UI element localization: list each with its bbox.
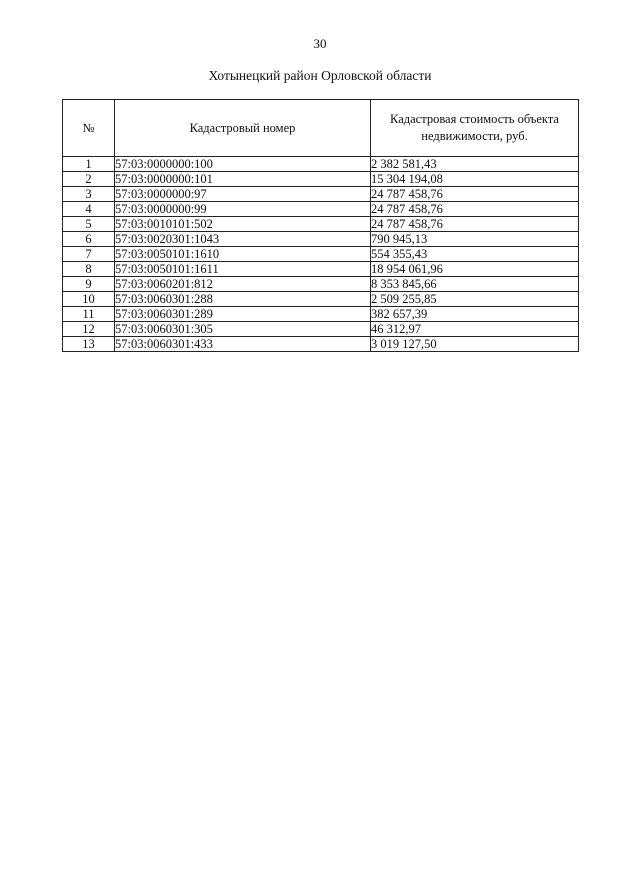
table-row [63,217,579,232]
header-number: № [63,100,115,157]
cadastral-number: 57:03:0060301:288 [115,292,371,307]
cadastral-value: 2 382 581,43 [371,157,579,172]
row-number: 13 [63,337,115,352]
cadastral-value: 382 657,39 [371,307,579,322]
row-number: 4 [63,202,115,217]
table-row [63,322,579,337]
row-number: 8 [63,262,115,277]
table-header-row [63,100,579,157]
cadastral-number: 57:03:0060201:812 [115,277,371,292]
cadastral-value: 8 353 845,66 [371,277,579,292]
cadastral-value: 24 787 458,76 [371,202,579,217]
table-row [63,307,579,322]
cadastral-value: 46 312,97 [371,322,579,337]
cadastral-number: 57:03:0000000:100 [115,157,371,172]
table-row [63,202,579,217]
cadastral-number: 57:03:0010101:502 [115,217,371,232]
cadastral-value: 18 954 061,96 [371,262,579,277]
cadastral-number: 57:03:0000000:99 [115,202,371,217]
cadastral-value-table [62,99,579,352]
row-number: 11 [63,307,115,322]
row-number: 12 [63,322,115,337]
cadastral-value: 24 787 458,76 [371,217,579,232]
cadastral-value: 2 509 255,85 [371,292,579,307]
row-number: 10 [63,292,115,307]
cadastral-number: 57:03:0000000:97 [115,187,371,202]
header-cadastral-number: Кадастровый номер [115,100,371,157]
table-row [63,292,579,307]
row-number: 6 [63,232,115,247]
cadastral-value: 15 304 194,08 [371,172,579,187]
cadastral-number: 57:03:0050101:1611 [115,262,371,277]
table-row [63,337,579,352]
row-number: 7 [63,247,115,262]
cadastral-number: 57:03:0020301:1043 [115,232,371,247]
document-title: Хотынецкий район Орловской области [208,68,432,83]
table-row [63,172,579,187]
row-number: 3 [63,187,115,202]
table-row [63,232,579,247]
table-row [63,277,579,292]
cadastral-value: 790 945,13 [371,232,579,247]
cadastral-number: 57:03:0060301:289 [115,307,371,322]
cadastral-value: 24 787 458,76 [371,187,579,202]
table-row [63,187,579,202]
cadastral-number: 57:03:0000000:101 [115,172,371,187]
row-number: 9 [63,277,115,292]
cadastral-value: 554 355,43 [371,247,579,262]
cadastral-number: 57:03:0060301:433 [115,337,371,352]
table-row [63,247,579,262]
page-number: 30 [313,36,327,51]
cadastral-value: 3 019 127,50 [371,337,579,352]
table-row [63,157,579,172]
table-row [63,262,579,277]
cadastral-number: 57:03:0060301:305 [115,322,371,337]
header-cadastral-value: Кадастровая стоимость объекта недвижимости, руб. [371,100,579,157]
cadastral-number: 57:03:0050101:1610 [115,247,371,262]
row-number: 2 [63,172,115,187]
row-number: 5 [63,217,115,232]
row-number: 1 [63,157,115,172]
